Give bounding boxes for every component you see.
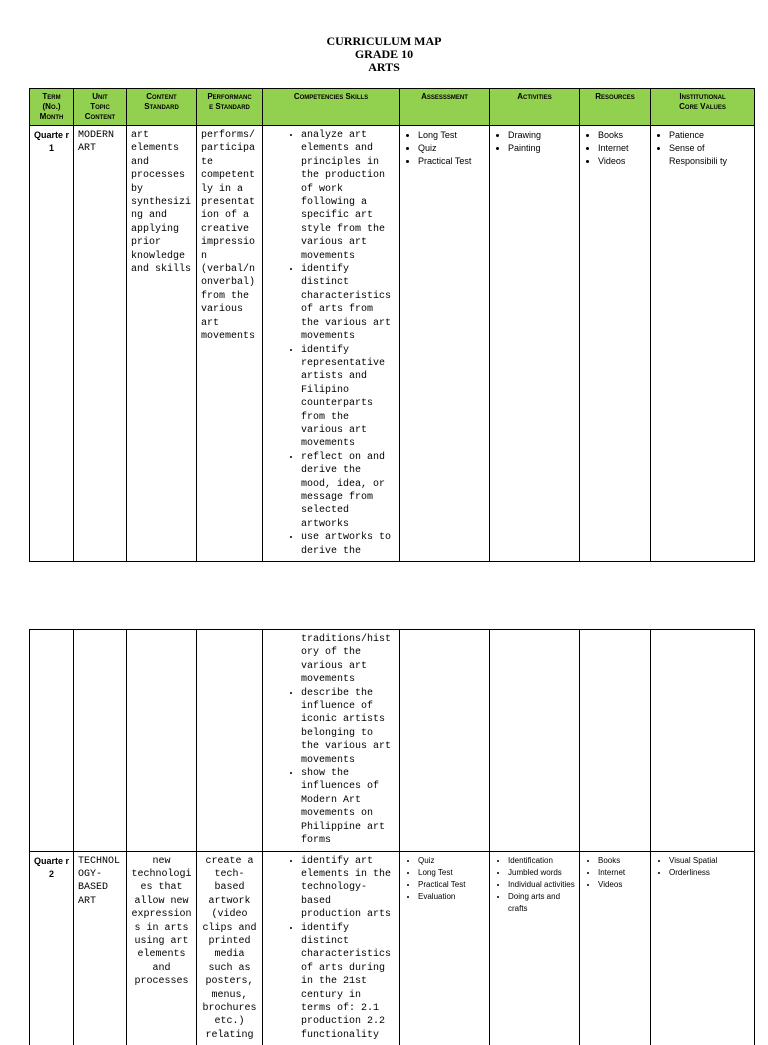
list-item: • Quiz (418, 142, 485, 155)
performance-standard-cell (197, 630, 263, 852)
curriculum-table-page-1 (29, 88, 755, 562)
competencies-list (267, 129, 395, 558)
table-row-continued (30, 630, 755, 852)
header-assessment: Assesssment (400, 89, 490, 126)
title-line-2: GRADE 10 (354, 47, 414, 61)
header-row (30, 89, 755, 126)
resources-list (584, 855, 646, 891)
header-resources: Resources (580, 89, 651, 126)
resources-list (584, 129, 646, 168)
assessment-list (404, 855, 485, 903)
unit-cell (74, 630, 127, 852)
resources-cell (580, 630, 651, 852)
list-item: • Videos (598, 879, 646, 891)
term-cell: Quarte r 2 (30, 851, 74, 1045)
list-item: • Sense of Responsibili ty (669, 142, 750, 168)
list-item: • identify art elements in the technology-based production arts (301, 855, 395, 922)
list-item: • identify distinct characteristics of arts from the various art movements (301, 263, 395, 343)
header-competencies: Competencies Skills (263, 89, 400, 126)
content-standard-cell (127, 630, 197, 852)
competencies-cell (263, 851, 400, 1045)
list-item: • Orderliness (669, 867, 750, 879)
activities-cell (490, 126, 580, 562)
unit-cell: MODERN ART (74, 126, 127, 562)
header-unit: Unit Topic Content (74, 89, 127, 126)
resources-cell (580, 851, 651, 1045)
list-item: • Doing arts and crafts (508, 891, 575, 915)
activities-list (494, 855, 575, 915)
header-values: Institutional Core Values (651, 89, 755, 126)
competencies-cell (263, 630, 400, 852)
table-row-quarter-1 (30, 126, 755, 562)
list-item: • Painting (508, 142, 575, 155)
competencies-cell (263, 126, 400, 562)
unit-cell: TECHNOL OGY-BASED ART (74, 851, 127, 1045)
list-item: • Long Test (418, 129, 485, 142)
list-item: • Books (598, 855, 646, 867)
header-performance-standard: Performanc e Standard (197, 89, 263, 126)
list-item: • Evaluation (418, 891, 485, 903)
resources-cell (580, 126, 651, 562)
assessment-list (404, 129, 485, 168)
curriculum-table-page-2 (29, 629, 755, 1045)
list-item: • Practical Test (418, 879, 485, 891)
performance-standard-cell: create a tech-based artwork (video clips and printed media such as posters, menus, brochures etc.) relating (197, 851, 263, 1045)
list-item: • Videos (598, 155, 646, 168)
content-standard-cell: new technologi es that allow new expression s in arts using art elements and processes (127, 851, 197, 1045)
values-cell (651, 851, 755, 1045)
list-item: • identify representative artists and Filipino counterparts from the various art movements (301, 344, 395, 451)
header-content-standard: Content Standard (127, 89, 197, 126)
term-cell (30, 630, 74, 852)
content-standard-cell: art elements and processes by synthesizi ng and applying prior knowledge and skills (127, 126, 197, 562)
list-item: • Jumbled words (508, 867, 575, 879)
values-cell (651, 126, 755, 562)
competencies-list (267, 687, 395, 848)
list-item: • describe the influence of iconic artists belonging to the various art movements (301, 687, 395, 767)
list-item: • Drawing (508, 129, 575, 142)
list-item: • Long Test (418, 867, 485, 879)
values-list (655, 129, 750, 168)
header-activities: Activities (490, 89, 580, 126)
competencies-list (267, 855, 395, 1043)
list-item: • Quiz (418, 855, 485, 867)
list-item: • Identification (508, 855, 575, 867)
performance-standard-cell: performs/ participa te competent ly in a presentat ion of a creative impressio n (verbal/n onverbal) from the various art movements (197, 126, 263, 562)
list-item: • Books (598, 129, 646, 142)
competency-continued: traditions/hist ory of the various art movements (301, 634, 392, 686)
values-list (655, 855, 750, 879)
list-item: • show the influences of Modern Art movements on Philippine art forms (301, 767, 395, 847)
list-item: • Patience (669, 129, 750, 142)
table-row-quarter-2 (30, 851, 755, 1045)
list-item: • Internet (598, 867, 646, 879)
activities-list (494, 129, 575, 155)
assessment-cell (400, 851, 490, 1045)
title-line-1: CURRICULUM MAP (326, 34, 442, 48)
title-line-3: ARTS (368, 60, 400, 74)
list-item: • analyze art elements and principles in the production of work following a specific art style from the various art movements (301, 129, 395, 263)
values-cell (651, 630, 755, 852)
header-term: Term (No.) Month (30, 89, 74, 126)
list-item: • identify distinct characteristics of arts during in the 21st century in terms of: 2.1 production 2.2 functionality (301, 922, 395, 1043)
list-item: • reflect on and derive the mood, idea, or message from selected artworks (301, 451, 395, 531)
list-item: • Visual Spatial (669, 855, 750, 867)
assessment-cell (400, 126, 490, 562)
activities-cell (490, 851, 580, 1045)
list-item: • Internet (598, 142, 646, 155)
assessment-cell (400, 630, 490, 852)
list-item: • use artworks to derive the (301, 531, 395, 558)
list-item: • Practical Test (418, 155, 485, 168)
term-cell: Quarte r 1 (30, 126, 74, 562)
activities-cell (490, 630, 580, 852)
list-item: • Individual activities (508, 879, 575, 891)
